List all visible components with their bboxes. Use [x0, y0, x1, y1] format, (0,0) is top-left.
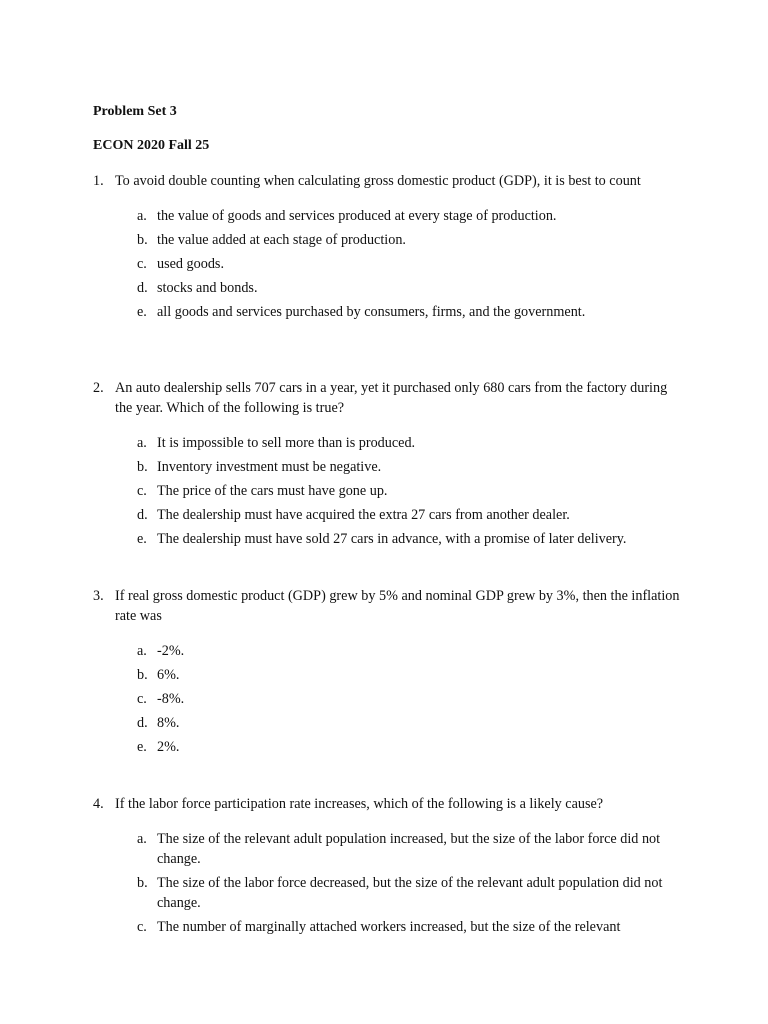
option-letter: a.	[137, 643, 147, 659]
option-letter: c.	[137, 919, 147, 935]
option-text: 6%.	[157, 667, 180, 683]
course-heading: ECON 2020 Fall 25	[93, 138, 210, 153]
question-stem	[93, 794, 683, 814]
answer-option	[137, 505, 683, 525]
answer-options	[137, 829, 683, 937]
answer-option	[137, 254, 683, 274]
option-letter: c.	[137, 256, 147, 272]
answer-options	[137, 433, 683, 549]
option-letter: a.	[137, 831, 147, 847]
question-number: 2.	[93, 380, 104, 396]
option-text: The dealership must have sold 27 cars in advance, with a promise of later delivery.	[157, 531, 627, 547]
question-stem	[93, 378, 683, 418]
answer-option	[137, 713, 683, 733]
answer-option	[137, 481, 683, 501]
option-letter: b.	[137, 875, 148, 891]
answer-option	[137, 689, 683, 709]
option-text: the value of goods and services produced at every stage of production.	[157, 208, 557, 224]
option-text: The size of the relevant adult population increased, but the size of the labor force did not change.	[157, 831, 661, 867]
answer-option	[137, 529, 683, 549]
question-text: If the labor force participation rate increases, which of the following is a likely cause?	[115, 796, 604, 812]
option-text: -8%.	[157, 691, 185, 707]
answer-option	[137, 230, 683, 250]
answer-option	[137, 206, 683, 226]
answer-option	[137, 641, 683, 661]
option-letter: c.	[137, 483, 147, 499]
option-text: The number of marginally attached workers increased, but the size of the relevant	[157, 919, 621, 935]
question-4	[93, 794, 683, 941]
option-letter: c.	[137, 691, 147, 707]
option-text: stocks and bonds.	[157, 280, 258, 296]
option-letter: b.	[137, 667, 148, 683]
option-letter: d.	[137, 715, 148, 731]
question-stem	[93, 171, 683, 191]
option-letter: e.	[137, 739, 147, 755]
question-number: 1.	[93, 173, 104, 189]
option-text: The price of the cars must have gone up.	[157, 483, 388, 499]
option-text: the value added at each stage of production.	[157, 232, 406, 248]
option-letter: a.	[137, 208, 147, 224]
question-text: To avoid double counting when calculating gross domestic product (GDP), it is best to count	[115, 173, 641, 189]
answer-options	[137, 641, 683, 757]
option-letter: b.	[137, 232, 148, 248]
option-text: all goods and services purchased by consumers, firms, and the government.	[157, 304, 586, 320]
option-text: The dealership must have acquired the extra 27 cars from another dealer.	[157, 507, 570, 523]
question-number: 4.	[93, 796, 104, 812]
answer-option	[137, 917, 683, 937]
answer-option	[137, 457, 683, 477]
answer-option	[137, 433, 683, 453]
option-text: Inventory investment must be negative.	[157, 459, 382, 475]
question-3	[93, 586, 683, 761]
question-1	[93, 171, 683, 326]
option-letter: d.	[137, 280, 148, 296]
question-stem	[93, 586, 683, 626]
option-letter: e.	[137, 304, 147, 320]
option-letter: a.	[137, 435, 147, 451]
option-text: It is impossible to sell more than is produced.	[157, 435, 416, 451]
answer-options	[137, 206, 683, 322]
option-text: 8%.	[157, 715, 180, 731]
answer-option	[137, 829, 683, 869]
answer-option	[137, 737, 683, 757]
option-text: used goods.	[157, 256, 224, 272]
answer-option	[137, 873, 683, 913]
option-letter: d.	[137, 507, 148, 523]
option-text: -2%.	[157, 643, 185, 659]
question-text: An auto dealership sells 707 cars in a year, yet it purchased only 680 cars from the factory during the year. Which of the following is true?	[115, 380, 668, 416]
option-letter: b.	[137, 459, 148, 475]
answer-option	[137, 302, 683, 322]
option-text: The size of the labor force decreased, but the size of the relevant adult population did not change.	[157, 875, 663, 911]
document-title: Problem Set 3	[93, 104, 177, 119]
question-2	[93, 378, 683, 553]
question-number: 3.	[93, 588, 104, 604]
answer-option	[137, 278, 683, 298]
question-text: If real gross domestic product (GDP) grew by 5% and nominal GDP grew by 3%, then the inflation rate was	[115, 588, 680, 624]
option-text: 2%.	[157, 739, 180, 755]
option-letter: e.	[137, 531, 147, 547]
answer-option	[137, 665, 683, 685]
